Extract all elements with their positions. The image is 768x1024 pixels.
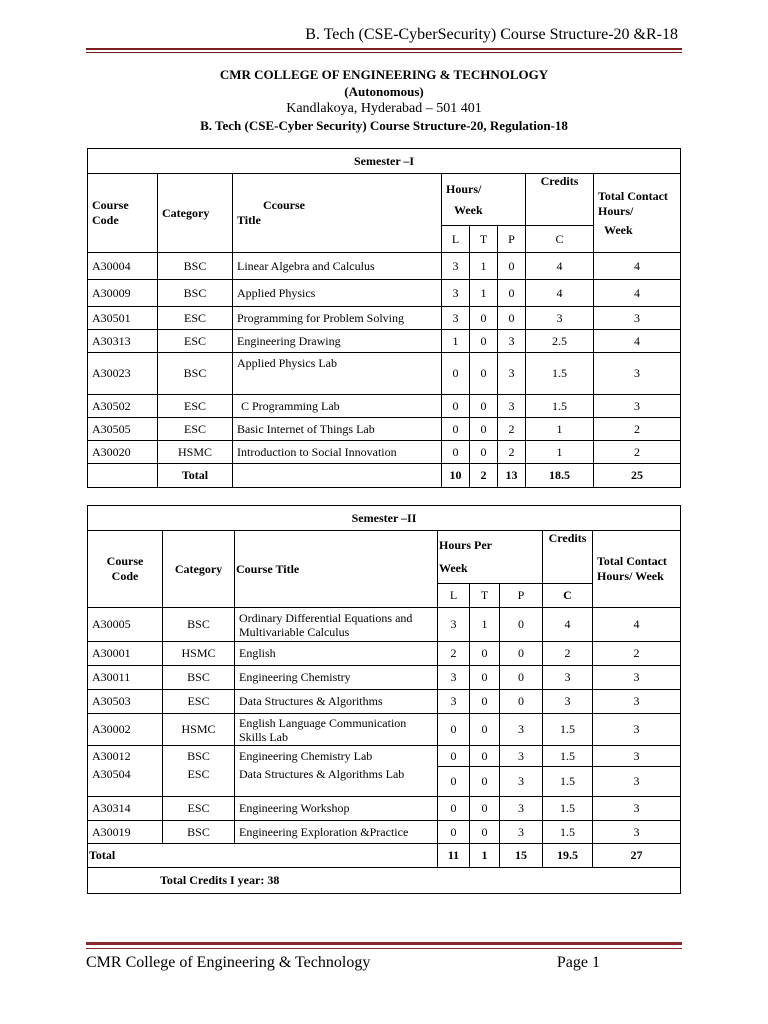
total-credits-year: Total Credits I year: 38 <box>88 868 681 894</box>
hours-t: 0 <box>470 821 500 844</box>
table-row <box>88 253 681 280</box>
hours-p: 3 <box>500 797 543 821</box>
autonomous-status: (Autonomous) <box>344 84 424 99</box>
course-title: Engineering Workshop <box>235 797 438 821</box>
running-header: B. Tech (CSE-CyberSecurity) Course Structure-20 &R-18 <box>305 26 678 43</box>
header-t: T <box>470 226 498 253</box>
course-code: A30012 <box>88 746 163 767</box>
category: ESC <box>158 330 233 353</box>
table-row <box>88 690 681 714</box>
course-title: Data Structures & Algorithms Lab <box>235 767 438 797</box>
hours-l: 1 <box>442 330 470 353</box>
table-row <box>88 280 681 307</box>
course-code: A30020 <box>88 441 158 464</box>
total-label: Total <box>158 464 233 488</box>
credits: 4 <box>526 280 594 307</box>
course-title: Engineering Drawing <box>233 330 442 353</box>
course-title: Applied Physics Lab <box>233 353 442 395</box>
table-row <box>88 418 681 441</box>
header-total-contact-line2: Week <box>604 222 633 237</box>
footer-college: CMR College of Engineering & Technology <box>86 954 371 971</box>
hours-p: 3 <box>498 330 526 353</box>
program-title: B. Tech (CSE-Cyber Security) Course Structure-20, Regulation-18 <box>200 118 568 133</box>
credits: 1.5 <box>543 821 593 844</box>
total-contact: 4 <box>594 253 681 280</box>
course-title: Ordinary Differential Equations and Multivariable Calculus <box>235 608 438 642</box>
course-title: Introduction to Social Innovation <box>233 441 442 464</box>
credits: 1.5 <box>543 797 593 821</box>
course-title: Basic Internet of Things Lab <box>233 418 442 441</box>
header-hours-line1: Hours Per <box>439 538 492 552</box>
hours-t: 0 <box>470 395 498 418</box>
hours-p: 3 <box>498 353 526 395</box>
course-title: Linear Algebra and Calculus <box>233 253 442 280</box>
total-contact: 4 <box>594 280 681 307</box>
category: BSC <box>158 253 233 280</box>
hours-p: 3 <box>500 821 543 844</box>
header-total-contact-line1: Total Contact Hours/ <box>598 188 668 218</box>
header-category: Category <box>158 174 233 253</box>
header-l: L <box>442 226 470 253</box>
header-hours-line1: Hours/ <box>446 181 482 196</box>
hours-p: 3 <box>500 746 543 767</box>
category: HSMC <box>163 714 235 746</box>
course-code: A30313 <box>88 330 158 353</box>
table-row <box>88 307 681 330</box>
total-contact: 3 <box>593 821 681 844</box>
header-credits: Credits <box>543 531 593 584</box>
credits: 2.5 <box>526 330 594 353</box>
total-blank <box>88 464 158 488</box>
hours-t: 0 <box>470 307 498 330</box>
semester-2-table <box>87 505 681 894</box>
table-row <box>88 330 681 353</box>
hours-p: 0 <box>500 666 543 690</box>
credits: 2 <box>543 642 593 666</box>
semester-1-title: Semester –I <box>88 149 681 174</box>
hours-p: 0 <box>498 280 526 307</box>
hours-t: 1 <box>470 280 498 307</box>
year-total-row <box>88 868 681 894</box>
hours-l: 0 <box>438 821 470 844</box>
course-code: A30001 <box>88 642 163 666</box>
course-title: Engineering Chemistry <box>235 666 438 690</box>
hours-l: 0 <box>442 418 470 441</box>
table-row <box>88 746 681 767</box>
total-contact: 3 <box>594 353 681 395</box>
category: BSC <box>163 821 235 844</box>
category: ESC <box>163 690 235 714</box>
hours-p: 0 <box>500 608 543 642</box>
total-contact: 2 <box>594 441 681 464</box>
footer-rule <box>86 942 682 945</box>
table-row <box>88 395 681 418</box>
hours-p: 2 <box>498 418 526 441</box>
category: HSMC <box>158 441 233 464</box>
total-label: Total <box>88 844 163 868</box>
hours-p: 0 <box>498 253 526 280</box>
hours-p: 3 <box>500 714 543 746</box>
total-contact: 4 <box>594 330 681 353</box>
credits: 3 <box>526 307 594 330</box>
header-hours-line2: Week <box>454 202 483 217</box>
total-credits: 19.5 <box>543 844 593 868</box>
header-c: C <box>526 226 594 253</box>
header-course-code: Course Code <box>88 174 158 253</box>
header-total-contact <box>594 174 681 253</box>
hours-t: 0 <box>470 746 500 767</box>
category: BSC <box>158 280 233 307</box>
college-name: CMR COLLEGE OF ENGINEERING & TECHNOLOGY <box>219 67 549 82</box>
hours-t: 1 <box>470 608 500 642</box>
header-p: P <box>498 226 526 253</box>
hours-l: 0 <box>442 395 470 418</box>
total-t: 1 <box>470 844 500 868</box>
header-course-code: Course Code <box>88 531 163 608</box>
total-contact: 2 <box>594 418 681 441</box>
total-blank <box>235 844 438 868</box>
table-row <box>88 714 681 746</box>
total-contact: 3 <box>594 395 681 418</box>
hours-t: 0 <box>470 441 498 464</box>
total-contact: 25 <box>594 464 681 488</box>
header-l: L <box>438 584 470 608</box>
header-t: T <box>470 584 500 608</box>
hours-p: 0 <box>498 307 526 330</box>
hours-l: 3 <box>438 608 470 642</box>
course-code: A30005 <box>88 608 163 642</box>
hours-p: 3 <box>500 767 543 797</box>
hours-p: 3 <box>498 395 526 418</box>
hours-l: 3 <box>438 666 470 690</box>
table-row <box>88 767 681 797</box>
category: ESC <box>158 418 233 441</box>
total-p: 15 <box>500 844 543 868</box>
category: BSC <box>163 666 235 690</box>
hours-t: 1 <box>470 253 498 280</box>
header-course-title: Course Title <box>235 531 438 608</box>
hours-t: 0 <box>470 690 500 714</box>
total-p: 13 <box>498 464 526 488</box>
credits: 1.5 <box>526 353 594 395</box>
course-title: Engineering Chemistry Lab <box>235 746 438 767</box>
credits: 1 <box>526 441 594 464</box>
course-code: A30004 <box>88 253 158 280</box>
course-code: A30503 <box>88 690 163 714</box>
header-total-contact: Total Contact Hours/ Week <box>593 531 681 608</box>
hours-l: 0 <box>438 746 470 767</box>
table-row <box>88 821 681 844</box>
table-row <box>88 608 681 642</box>
credits: 4 <box>543 608 593 642</box>
category: ESC <box>158 395 233 418</box>
category: ESC <box>163 797 235 821</box>
hours-l: 3 <box>442 280 470 307</box>
total-contact: 2 <box>593 642 681 666</box>
semester-1-table <box>87 148 681 488</box>
credits: 3 <box>543 666 593 690</box>
course-title: C Programming Lab <box>233 395 442 418</box>
credits: 1.5 <box>543 714 593 746</box>
header-hours-week <box>438 531 543 584</box>
total-contact: 3 <box>593 746 681 767</box>
credits: 1.5 <box>543 767 593 797</box>
hours-l: 2 <box>438 642 470 666</box>
course-code: A30501 <box>88 307 158 330</box>
table-row <box>88 642 681 666</box>
header-course-title-line2: Title <box>237 213 261 227</box>
header-credits: Credits <box>526 174 594 226</box>
header-c: C <box>543 584 593 608</box>
hours-l: 3 <box>442 307 470 330</box>
course-code: A30002 <box>88 714 163 746</box>
course-code: A30011 <box>88 666 163 690</box>
hours-t: 0 <box>470 767 500 797</box>
course-code: A30502 <box>88 395 158 418</box>
course-code: A30505 <box>88 418 158 441</box>
hours-t: 0 <box>470 330 498 353</box>
category: BSC <box>163 746 235 767</box>
course-title: Data Structures & Algorithms <box>235 690 438 714</box>
course-code: A30314 <box>88 797 163 821</box>
total-contact: 3 <box>593 767 681 797</box>
footer-rule-thin <box>86 948 682 949</box>
hours-l: 0 <box>438 714 470 746</box>
total-row <box>88 844 681 868</box>
semester-2-title: Semester –II <box>88 506 681 531</box>
table-row <box>88 441 681 464</box>
total-blank <box>233 464 442 488</box>
college-address: Kandlakoya, Hyderabad – 501 401 <box>286 101 482 116</box>
credits: 4 <box>526 253 594 280</box>
total-l: 11 <box>438 844 470 868</box>
header-p: P <box>500 584 543 608</box>
total-blank <box>163 844 235 868</box>
hours-t: 0 <box>470 418 498 441</box>
hours-l: 0 <box>438 797 470 821</box>
header-rule-thin <box>86 52 682 53</box>
header-hours-week <box>442 174 526 226</box>
credits: 1.5 <box>526 395 594 418</box>
hours-l: 3 <box>438 690 470 714</box>
page-number: Page 1 <box>556 954 600 971</box>
credits: 1 <box>526 418 594 441</box>
hours-t: 0 <box>470 353 498 395</box>
course-code: A30019 <box>88 821 163 844</box>
category: ESC <box>163 767 235 797</box>
hours-p: 0 <box>500 690 543 714</box>
table-row <box>88 353 681 395</box>
total-contact: 3 <box>593 690 681 714</box>
course-code: A30504 <box>88 767 163 797</box>
total-contact: 3 <box>594 307 681 330</box>
category: ESC <box>158 307 233 330</box>
course-code: A30023 <box>88 353 158 395</box>
total-l: 10 <box>442 464 470 488</box>
header-hours-line2: Week <box>439 561 468 575</box>
total-contact: 3 <box>593 714 681 746</box>
hours-t: 0 <box>470 714 500 746</box>
total-t: 2 <box>470 464 498 488</box>
total-credits: 18.5 <box>526 464 594 488</box>
header-course-title <box>233 174 442 253</box>
hours-p: 2 <box>498 441 526 464</box>
hours-t: 0 <box>470 666 500 690</box>
hours-l: 0 <box>438 767 470 797</box>
course-code: A30009 <box>88 280 158 307</box>
table-row <box>88 666 681 690</box>
total-contact: 3 <box>593 666 681 690</box>
category: HSMC <box>163 642 235 666</box>
course-title: English Language Communication Skills Lab <box>235 714 438 746</box>
hours-p: 0 <box>500 642 543 666</box>
hours-l: 0 <box>442 353 470 395</box>
total-contact: 27 <box>593 844 681 868</box>
header-course-title-line1: Ccourse <box>263 198 305 212</box>
credits: 1.5 <box>543 746 593 767</box>
title-block <box>86 66 682 134</box>
header-rule <box>86 48 682 50</box>
credits: 3 <box>543 690 593 714</box>
hours-t: 0 <box>470 797 500 821</box>
category: BSC <box>158 353 233 395</box>
total-contact: 4 <box>593 608 681 642</box>
hours-l: 0 <box>442 441 470 464</box>
hours-t: 0 <box>470 642 500 666</box>
course-title: Programming for Problem Solving <box>233 307 442 330</box>
course-title: Engineering Exploration &Practice <box>235 821 438 844</box>
hours-l: 3 <box>442 253 470 280</box>
course-title: Applied Physics <box>233 280 442 307</box>
category: BSC <box>163 608 235 642</box>
total-row <box>88 464 681 488</box>
table-row <box>88 797 681 821</box>
header-category: Category <box>163 531 235 608</box>
course-title: English <box>235 642 438 666</box>
total-contact: 3 <box>593 797 681 821</box>
